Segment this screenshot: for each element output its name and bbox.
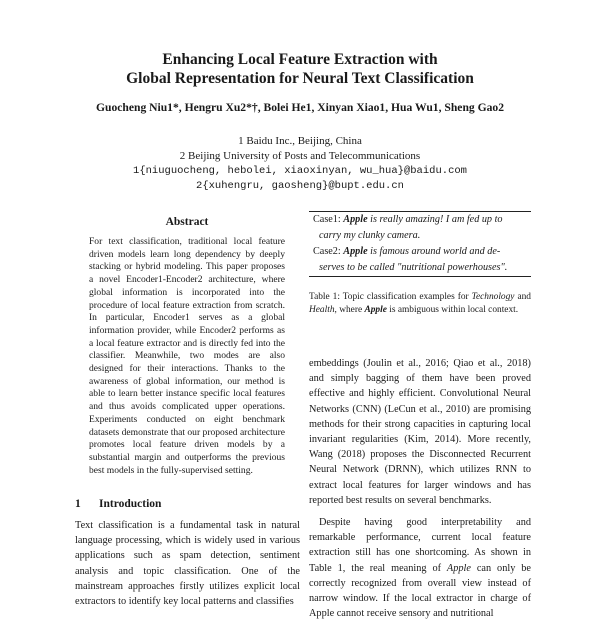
- author-list: Guocheng Niu1*, Hengru Xu2*†, Bolei He1, Xinyan Xiao1, Hua Wu1, Sheng Gao2: [96, 101, 504, 114]
- case2-line-2: serves to be called "nutritional powerhouses".: [319, 262, 508, 273]
- right-paragraph-1: embeddings (Joulin et al., 2016; Qiao et al., 2018) and simply bagging of them have been proved effective and highly efficient. Convolutional Neural Networks (CNN) (LeCun et al., 2010) are promising methods for their strong capacities in capturing local invariant regularities (Kim, 2014). More recently, Wang (2018) proposes the Disconnected Recurrent Neural Network (DRNN), which utilizes RNN to extract local features for larger windows and has reported best results on several benchmarks.: [309, 358, 531, 506]
- affiliation-1: 1 Baidu Inc., Beijing, China: [238, 135, 362, 147]
- title-line-2: Global Representation for Neural Text Classification: [126, 70, 474, 87]
- case2-keyword: Apple: [343, 246, 368, 257]
- case1-line-2: carry my clunky camera.: [319, 230, 421, 241]
- para2-italic: Apple: [446, 562, 471, 574]
- caption-part-2: and: [514, 292, 531, 302]
- introduction-text: [75, 518, 300, 609]
- case1-text-1: is really amazing! I am fed up to: [367, 214, 503, 225]
- abstract-heading: Abstract: [165, 216, 209, 228]
- table-1-cases: [309, 211, 531, 277]
- right-paragraph-2: [309, 515, 531, 621]
- abstract-text: For text classification, traditional local feature driven models learn long dependency by deeply stacking or hybrid modeling. This paper proposes a novel Encoder1-Encoder2 architecture, where global information is incorporated into the procedure of local feature extraction from scratch. In particular, Encoder1 serves as a global information provider, while Encoder2 performs as a local feature extractor and is directly fed into the classifier. Meanwhile, two modes are also designed for their interactions. Thanks to the awareness of global information, our method is able to learn better instance specific local features and thus avoids complicated upper operations. Experiments conducted on eight benchmark datasets demonstrate that our proposed architecture promotes local feature driven models by a substantial margin and outperforms the previous best models in the fully-supervised setting.: [89, 236, 285, 476]
- email-2: 2{xuhengru, gaosheng}@bupt.edu.cn: [196, 180, 404, 192]
- title-line-1: Enhancing Local Feature Extraction with: [162, 51, 438, 68]
- caption-italic-1: Technology: [471, 292, 515, 302]
- section-heading-introduction: [75, 498, 305, 510]
- introduction-paragraph: Text classification is a fundamental task in natural language processing, which is widely used in various applications such as spam detection, sentiment analysis and topic classification. One of the mainstream approaches firstly utilizes explicit local extractors to identify key local patterns and classifies: [75, 520, 300, 608]
- section-number: 1: [75, 498, 81, 510]
- case2-text-1: is famous around world and de-: [367, 246, 501, 257]
- caption-keyword: Apple: [364, 304, 387, 315]
- caption-part-1: Table 1: Topic classification examples for: [309, 292, 472, 302]
- caption-italic-2: Health: [309, 304, 335, 315]
- case2-label: Case2:: [313, 246, 341, 257]
- email-1: 1{niuguocheng, hebolei, xiaoxinyan, wu_hua}@baidu.com: [133, 165, 467, 177]
- right-column-body: [309, 356, 531, 628]
- case2-line-1: [309, 244, 531, 260]
- case1-label: Case1:: [313, 214, 341, 225]
- caption-part-3: , where: [334, 304, 365, 315]
- affiliations: [0, 134, 600, 194]
- table-1-caption: [309, 291, 531, 316]
- case1-line-1: [309, 212, 531, 228]
- section-title: Introduction: [99, 498, 162, 510]
- affiliation-2: 2 Beijing University of Posts and Telecommunications: [179, 150, 421, 162]
- case1-keyword: Apple: [343, 214, 368, 225]
- paper-title: [0, 50, 600, 88]
- para2-text-1: Despite having good interpretability and remarkable performance, current local feature extraction still has one shortcoming. As shown in Table 1, the real meaning of: [309, 517, 531, 574]
- caption-part-4: is ambiguous within local context.: [386, 304, 519, 315]
- para2-text-2: can only be correctly recognized from overall view instead of narrow window. If the local extractor in charge of Apple cannot receive sensory and nutritional: [309, 562, 531, 620]
